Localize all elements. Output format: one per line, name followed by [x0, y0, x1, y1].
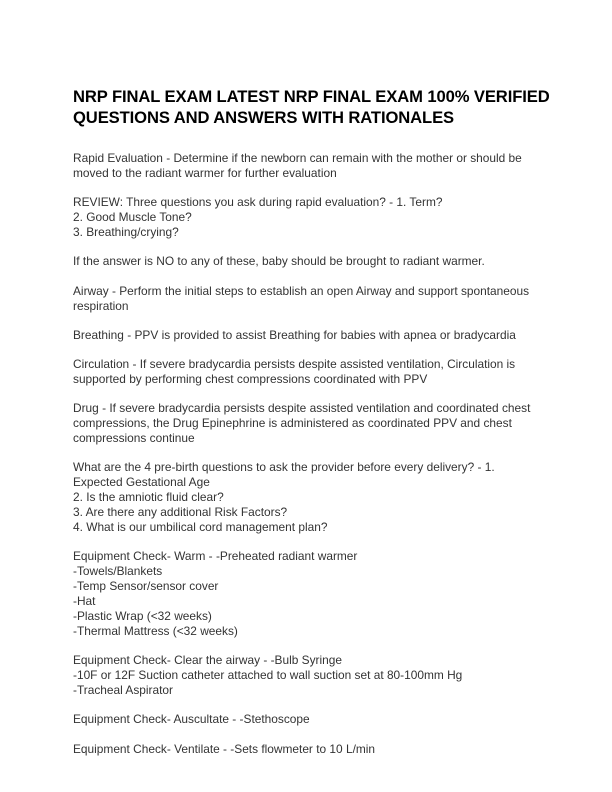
text-line: If the answer is NO to any of these, baby should be brought to radiant warmer. — [73, 254, 485, 269]
paragraph-equipment-clear-airway — [73, 653, 553, 698]
paragraph-pre-birth-questions — [73, 460, 553, 535]
paragraph-breathing — [73, 328, 553, 343]
text-line: Airway - Perform the initial steps to establish an open Airway and support spontaneous — [73, 283, 530, 298]
title-line: QUESTIONS AND ANSWERS WITH RATIONALES — [73, 108, 455, 127]
text-line: Breathing - PPV is provided to assist Breathing for babies with apnea or bradycardia — [73, 327, 516, 342]
text-line: Equipment Check- Warm - -Preheated radiant warmer — [73, 549, 358, 564]
text-line: Rapid Evaluation - Determine if the newborn can remain with the mother or should be — [73, 151, 522, 165]
paragraph-equipment-ventilate — [73, 742, 553, 757]
text-line: 2. Is the amniotic fluid clear? — [73, 490, 224, 505]
text-line: -Tracheal Aspirator — [73, 682, 174, 697]
paragraph-answer-no — [73, 254, 553, 269]
text-line: Equipment Check- Auscultate - -Stethoscope — [73, 712, 310, 727]
text-line: 4. What is our umbilical cord management plan? — [73, 520, 328, 535]
paragraph-airway — [73, 284, 553, 314]
text-line: REVIEW: Three questions you ask during rapid evaluation? - 1. Term? — [73, 195, 443, 210]
text-line: -10F or 12F Suction catheter attached to wall suction set at 80-100mm Hg — [73, 668, 463, 683]
text-line: supported by performing chest compressions coordinated with PPV — [73, 372, 428, 387]
paragraph-review-questions — [73, 195, 553, 240]
text-line: compressions continue — [73, 431, 195, 446]
text-line: -Hat — [73, 594, 96, 609]
text-line: -Towels/Blankets — [73, 564, 163, 579]
paragraph-circulation — [73, 357, 553, 387]
paragraph-rapid-evaluation — [73, 151, 553, 181]
text-line: respiration — [73, 298, 129, 313]
title-line: NRP FINAL EXAM LATEST NRP FINAL EXAM 100% VERIFIED — [73, 87, 550, 106]
text-line: Drug - If severe bradycardia persists despite assisted ventilation and coordinated chest — [73, 401, 531, 416]
document-body — [73, 151, 553, 771]
text-line: compressions, the Drug Epinephrine is administered as coordinated PPV and chest — [73, 416, 512, 431]
paragraph-equipment-warm — [73, 549, 553, 638]
text-line: What are the 4 pre-birth questions to ask the provider before every delivery? - 1. — [73, 460, 495, 475]
text-line: -Thermal Mattress (<32 weeks) — [73, 623, 238, 638]
text-line: 3. Breathing/crying? — [73, 225, 179, 240]
text-line: moved to the radiant warmer for further evaluation — [73, 165, 337, 180]
text-line: Equipment Check- Ventilate - -Sets flowmeter to 10 L/min — [73, 741, 376, 756]
text-line: 2. Good Muscle Tone? — [73, 210, 192, 225]
text-line: 3. Are there any additional Risk Factors? — [73, 505, 288, 520]
text-line: -Plastic Wrap (<32 weeks) — [73, 608, 212, 623]
paragraph-drug — [73, 401, 553, 446]
text-line: Circulation - If severe bradycardia persists despite assisted ventilation, Circulation is — [73, 357, 516, 372]
paragraph-equipment-auscultate — [73, 712, 553, 727]
text-line: -Temp Sensor/sensor cover — [73, 579, 219, 594]
text-line: Equipment Check- Clear the airway - -Bulb Syringe — [73, 653, 342, 668]
text-line: Expected Gestational Age — [73, 475, 210, 490]
document-title — [73, 86, 553, 128]
